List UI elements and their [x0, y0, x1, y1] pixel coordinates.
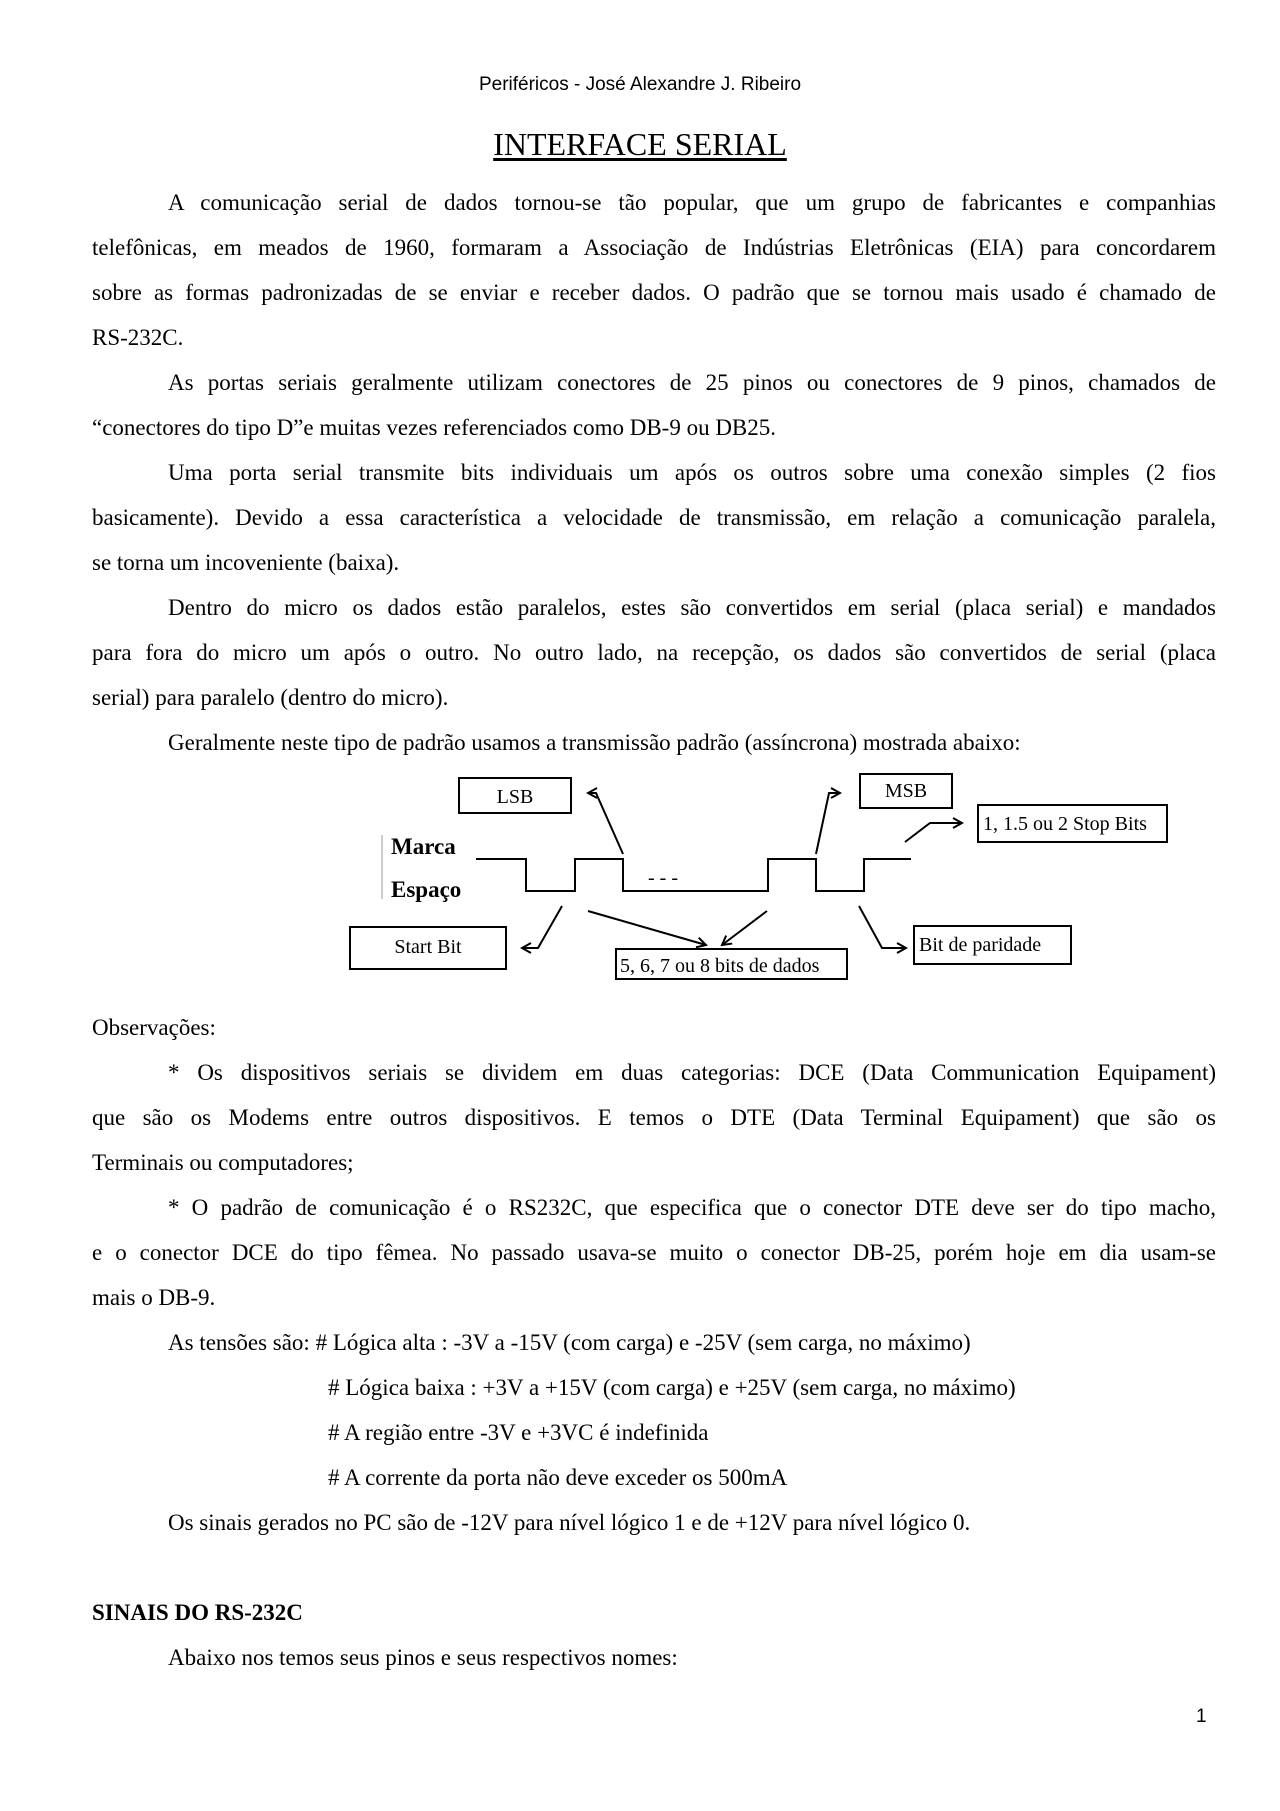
text-line: “conectores do tipo D”e muitas vezes referenciados como DB-9 ou DB25.	[92, 415, 777, 440]
data-bits-label: 5, 6, 7 ou 8 bits de dados	[620, 955, 820, 977]
text-line: As tensões são: # Lógica alta : -3V a -15V (com carga) e -25V (sem carga, no máximo)	[168, 1330, 971, 1355]
text-line: Dentro do micro os dados estão paralelos, estes são convertidos em serial (placa serial) e mandados	[168, 595, 1216, 620]
text-line: * O padrão de comunicação é o RS232C, que especifica que o conector DTE deve ser do tipo macho,	[168, 1195, 1216, 1220]
text-line: Terminais ou computadores;	[92, 1150, 354, 1175]
text-line: * Os dispositivos seriais se dividem em duas categorias: DCE (Data Communication Equipament)	[168, 1060, 1216, 1085]
parity-label: Bit de paridade	[919, 934, 1042, 956]
stop-bits-label: 1, 1.5 ou 2 Stop Bits	[983, 813, 1147, 835]
page-title: INTERFACE SERIAL	[493, 126, 787, 162]
msb-label: MSB	[884, 780, 928, 802]
text-line: e o conector DCE do tipo fêmea. No passado usava-se muito o conector DB-25, porém hoje em dia usam-se	[92, 1240, 1216, 1265]
start-bit-arrow	[522, 906, 562, 948]
text-line: Observações:	[92, 1015, 216, 1040]
text-line: RS-232C.	[92, 325, 184, 350]
dots-label: - - -	[648, 867, 678, 889]
data-bits-arrow-left	[588, 911, 706, 945]
observations-text	[92, 1005, 1216, 1680]
text-line: sobre as formas padronizadas de se enviar e receber dados. O padrão que se tornou mais usado é chamado de	[92, 280, 1216, 305]
text-line: serial) para paralelo (dentro do micro).	[92, 685, 449, 710]
running-header: Periféricos - José Alexandre J. Ribeiro	[478, 74, 802, 95]
stop-bits-arrow	[905, 823, 962, 842]
lsb-arrow	[588, 793, 623, 854]
text-line: para fora do micro um após o outro. No outro lado, na recepção, os dados são convertidos de serial (placa	[92, 640, 1216, 665]
page-number: 1	[1196, 1706, 1207, 1727]
marca-label: Marca	[391, 834, 456, 859]
start-bit-label: Start Bit	[394, 936, 462, 958]
text-line: telefônicas, em meados de 1960, formaram a Associação de Indústrias Eletrônicas (EIA) para concordarem	[92, 235, 1216, 260]
text-line: que são os Modems entre outros dispositivos. E temos o DTE (Data Terminal Equipament) que são os	[92, 1105, 1216, 1130]
text-line: Geralmente neste tipo de padrão usamos a transmissão padrão (assíncrona) mostrada abaixo:	[168, 730, 1021, 755]
text-line: basicamente). Devido a essa característica a velocidade de transmissão, em relação a comunicação paralela,	[92, 505, 1216, 530]
msb-arrow	[816, 793, 840, 854]
text-line: A comunicação serial de dados tornou-se tão popular, que um grupo de fabricantes e companhias	[168, 190, 1216, 215]
text-line: mais o DB-9.	[92, 1285, 216, 1310]
espaco-label: Espaço	[391, 877, 462, 902]
text-line: As portas seriais geralmente utilizam conectores de 25 pinos ou conectores de 9 pinos, chamados de	[168, 370, 1216, 395]
lsb-label: LSB	[496, 786, 534, 808]
text-line: Uma porta serial transmite bits individuais um após os outros sobre uma conexão simples (2 fios	[168, 460, 1216, 485]
text-line: se torna um incoveniente (baixa).	[92, 550, 400, 575]
text-line: # A corrente da porta não deve exceder os 500mA	[328, 1465, 788, 1490]
signal-waveform	[476, 859, 911, 891]
section-heading: SINAIS DO RS-232C	[92, 1600, 303, 1625]
text-line: # Lógica baixa : +3V a +15V (com carga) e +25V (sem carga, no máximo)	[328, 1375, 1016, 1400]
data-bits-arrow-right	[722, 911, 767, 945]
parity-arrow	[859, 906, 906, 948]
text-line: Abaixo nos temos seus pinos e seus respectivos nomes:	[168, 1645, 678, 1670]
text-line: Os sinais gerados no PC são de -12V para nível lógico 1 e de +12V para nível lógico 0.	[168, 1510, 971, 1535]
text-line: # A região entre -3V e +3VC é indefinida	[328, 1420, 709, 1445]
